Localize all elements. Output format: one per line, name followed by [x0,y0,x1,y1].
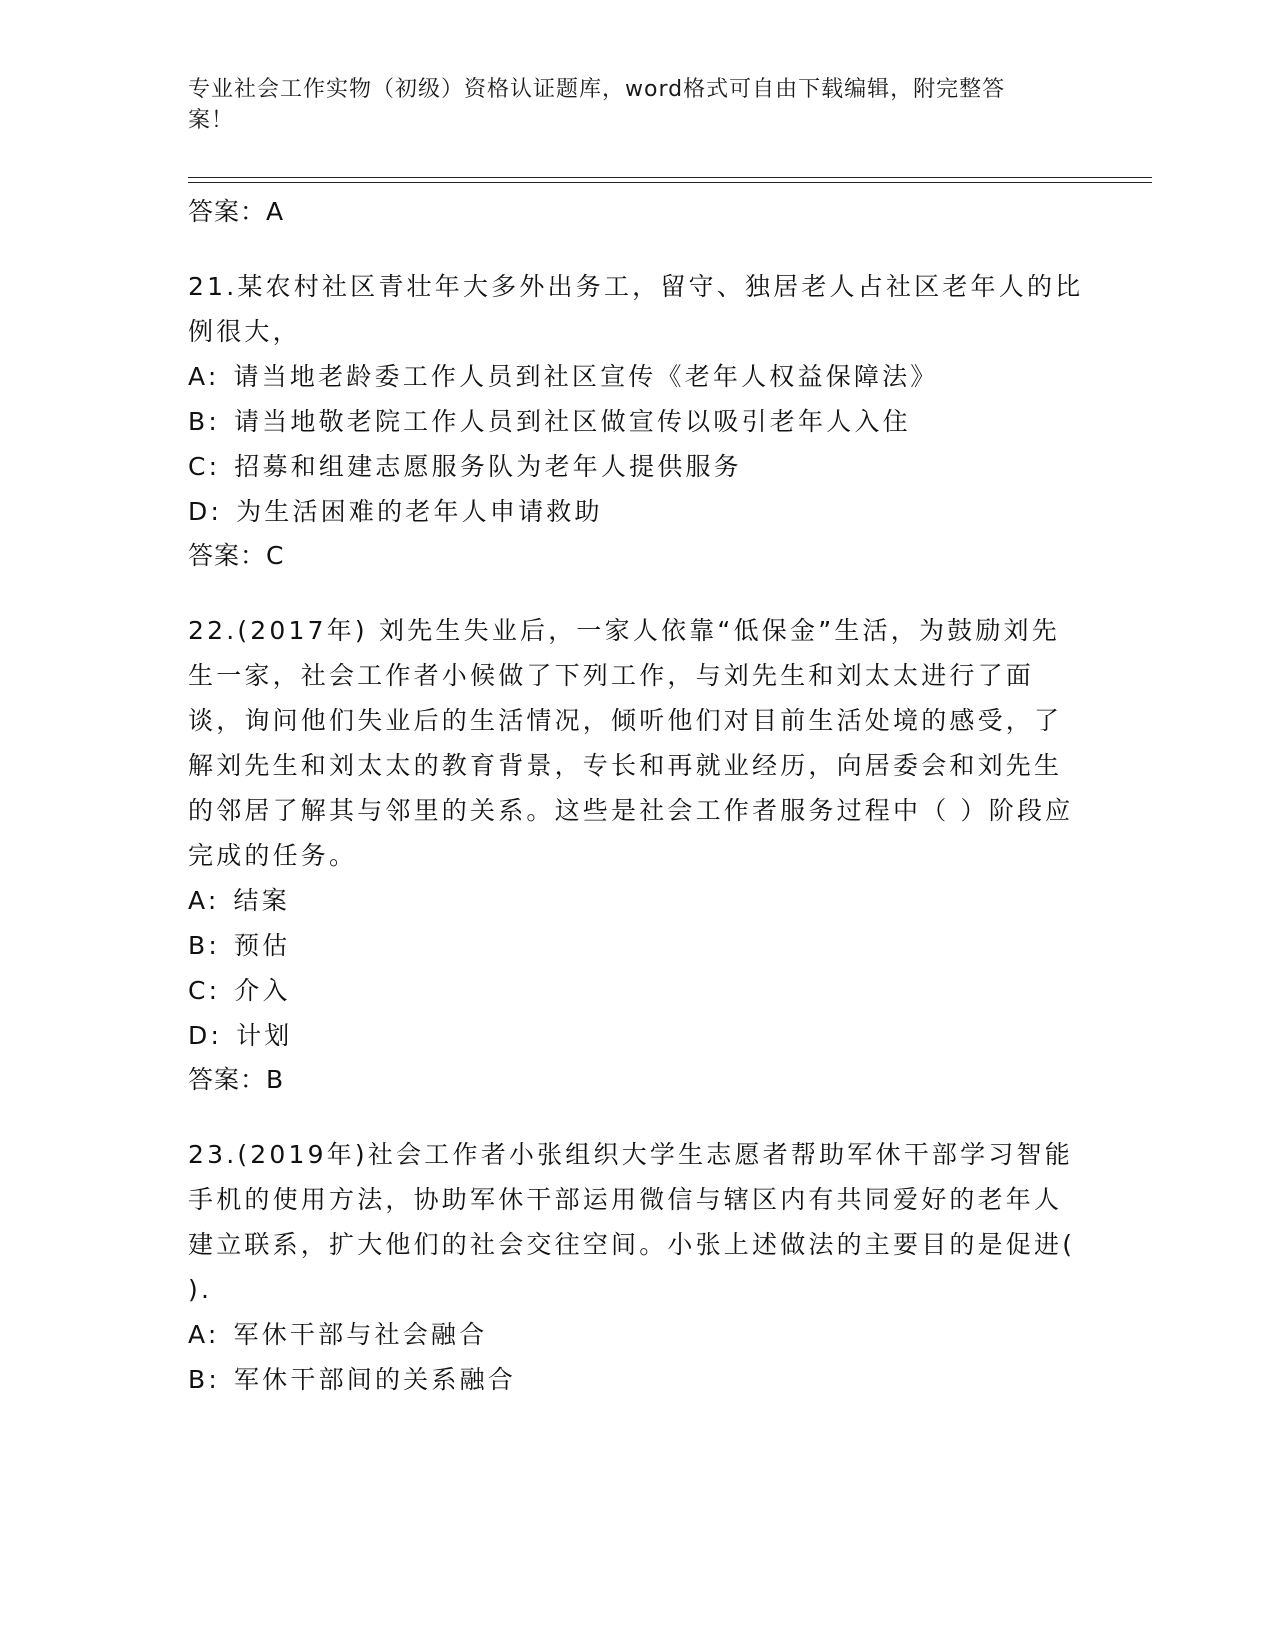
page-header [188,74,1058,136]
document-body [188,190,1088,1402]
option-letter: C: [188,452,221,481]
option-text: 为生活困难的老年人申请救助 [236,497,603,526]
header-divider-top [188,177,1152,178]
option-text: 军休干部间的关系融合 [233,1365,516,1394]
option-letter: B: [188,1365,220,1394]
question-text: 21.某农村社区青壮年大多外出务工，留守、独居老人占社区老年人的比例很大， [188,272,1084,346]
option-text: 计划 [236,1021,293,1050]
option-c [188,968,1088,1013]
question-21 [188,264,1088,578]
option-letter: A: [188,886,220,915]
option-b [188,1357,1088,1402]
option-letter: D: [188,1021,223,1050]
option-letter: A: [188,1320,220,1349]
option-letter: D: [188,497,223,526]
question-23 [188,1132,1088,1402]
header-divider-bottom [188,182,1152,183]
header-line-1: 专业社会工作实物（初级）资格认证题库，word格式可自由下载编辑，附完整答 [188,77,1006,102]
option-a [188,1312,1088,1357]
answer: 答案：B [188,1065,285,1094]
option-a [188,354,1088,399]
option-letter: C: [188,976,221,1005]
option-text: 预估 [233,931,291,960]
question-text: 22.(2017年) 刘先生失业后，一家人依靠“低保金”生活，为鼓励刘先生一家，社会工作者小候做了下列工作，与刘先生和刘太太进行了面谈，询问他们失业后的生活情况，倾听他们对目前生活处境的感受，了解刘先生和刘太太的教育背景，专长和再就业经历，向居委会和刘先生的邻居了解其与邻里的关系。这些是社会工作者服务过程中（ ）阶段应完成的任务。 [188,616,1074,870]
question-text: 23.(2019年)社会工作者小张组织大学生志愿者帮助军休干部学习智能手机的使用方法，协助军休干部运用微信与辖区内有共同爱好的老年人建立联系，扩大他们的社会交往空间。小张上述做法的主要目的是促进( ). [188,1140,1076,1304]
option-text: 军休干部与社会融合 [233,1320,488,1349]
option-d [188,1013,1088,1058]
option-letter: A: [188,362,220,391]
previous-answer: 答案：A [188,197,285,226]
answer: 答案：C [188,541,285,570]
header-line-2: 案！ [188,108,235,133]
option-c [188,444,1088,489]
option-text: 请当地敬老院工作人员到社区做宣传以吸引老年人入住 [233,407,911,436]
option-b [188,923,1088,968]
option-text: 招募和组建志愿服务队为老年人提供服务 [234,452,742,481]
option-text: 结案 [233,886,290,915]
option-text: 介入 [234,976,291,1005]
option-text: 请当地老龄委工作人员到社区宣传《老年人权益保障法》 [233,362,939,391]
question-22 [188,608,1088,1102]
option-letter: B: [188,407,220,436]
option-letter: B: [188,931,220,960]
option-d [188,489,1088,534]
option-a [188,878,1088,923]
option-b [188,399,1088,444]
